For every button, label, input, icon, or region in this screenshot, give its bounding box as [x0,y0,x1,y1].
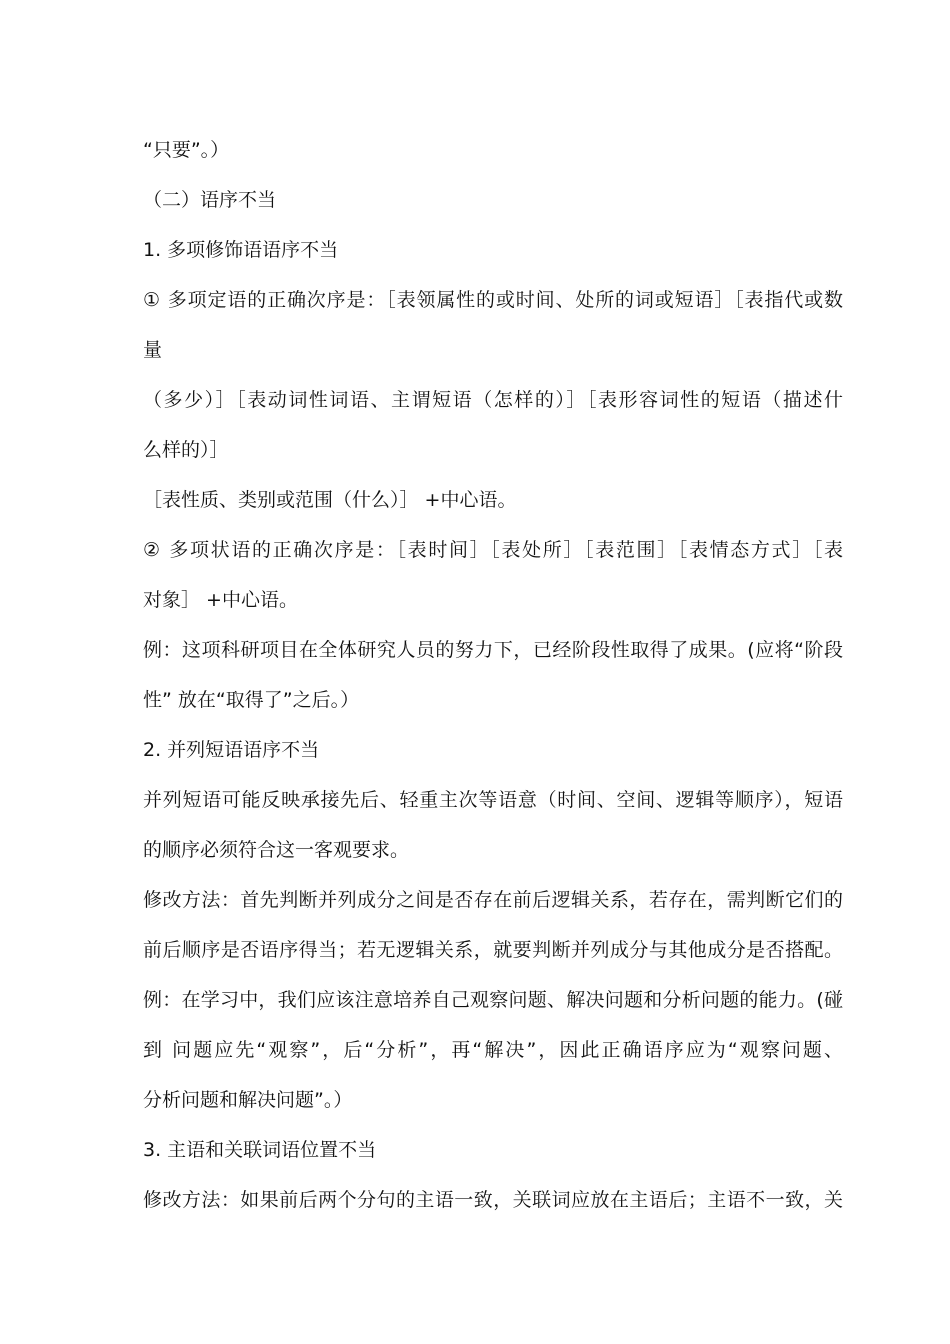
text-line: 修改方法：首先判断并列成分之间是否存在前后逻辑关系，若存在，需判断它们的 [143,889,843,911]
text-line: 修改方法：如果前后两个分句的主语一致，关联词应放在主语后；主语不一致，关 [143,1189,843,1211]
example-line: 例：在学习中，我们应该注意培养自己观察问题、解决问题和分析问题的能力。(碰 [143,989,843,1011]
text-line: 对象］ +中心语。 [143,589,298,611]
text-line: 么样的）］ [143,439,229,461]
example-line: 分析问题和解决问题”。） [143,1089,353,1111]
text-line: “只要”。） [143,139,230,161]
subsection-heading: 1. 多项修饰语语序不当 [143,239,339,261]
text-line: （多少）］［表动词性词语、主谓短语（怎样的）］［表形容词性的短语（描述什 [143,389,843,411]
example-line: 例：这项科研项目在全体研究人员的努力下，已经阶段性取得了成果。(应将“阶段 [143,639,843,661]
text-line: 的顺序必须符合这一客观要求。 [143,839,410,861]
subsection-heading: 2. 并列短语语序不当 [143,739,320,761]
text-line: ［表性质、类别或范围（什么）］ +中心语。 [143,489,517,511]
example-line: 到 问题应先“观察”，后“分析”，再“解决”，因此正确语序应为“观察问题、 [143,1039,843,1061]
text-line: 并列短语可能反映承接先后、轻重主次等语意（时间、空间、逻辑等顺序），短语 [143,789,843,811]
section-heading: （二）语序不当 [143,189,277,211]
text-line: 前后顺序是否语序得当；若无逻辑关系，就要判断并列成分与其他成分是否搭配。 [143,939,843,961]
subsection-heading: 3. 主语和关联词语位置不当 [143,1139,377,1161]
example-line: 性” 放在“取得了”之后。） [143,689,360,711]
text-line: ① 多项定语的正确次序是：［表领属性的或时间、处所的词或短语］［表指代或数 [143,289,843,311]
text-line: ② 多项状语的正确次序是：［表时间］［表处所］［表范围］［表情态方式］［表 [143,539,843,561]
text-line: 量 [143,339,163,361]
